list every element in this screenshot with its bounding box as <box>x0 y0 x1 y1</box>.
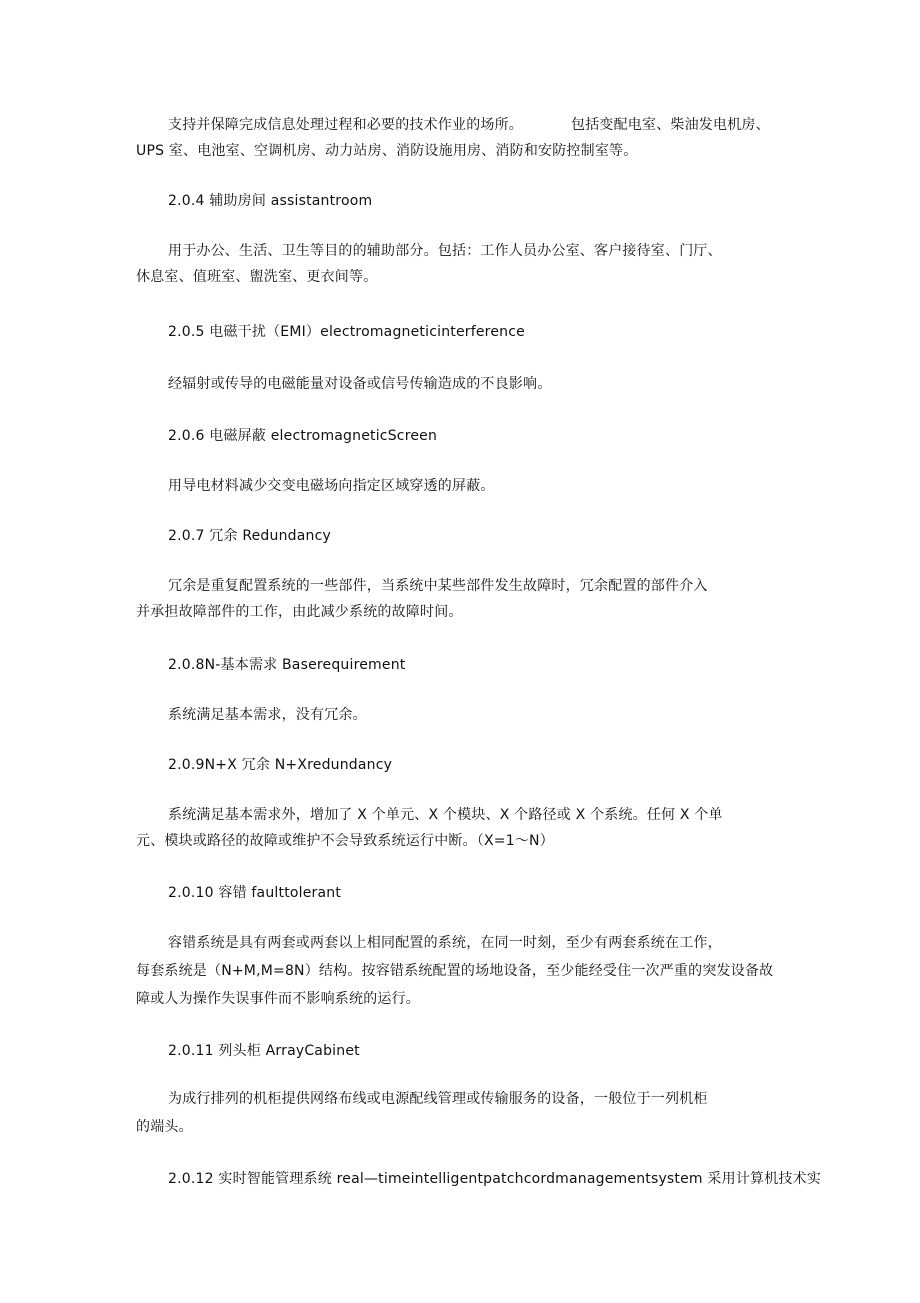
paragraph-line: 容错系统是具有两套或两套以上相同配置的系统，在同一时刻，至少有两套系统在工作， <box>168 935 722 951</box>
paragraph-line <box>168 116 770 134</box>
paragraph-line: 用于办公、生活、卫生等目的的辅助部分。包括：工作人员办公室、客户接待室、门厅、 <box>168 243 722 259</box>
paragraph-line: 每套系统是（N+M,M=8N）结构。按容错系统配置的场地设备，至少能经受住一次严重的突发设备故 <box>136 963 774 979</box>
section-heading-2-0-9: 2.0.9N+X 冗余 N+Xredundancy <box>168 757 393 773</box>
paragraph-line: 障或人为操作失误事件而不影响系统的运行。 <box>136 991 420 1007</box>
paragraph-line: 冗余是重复配置系统的一些部件，当系统中某些部件发生故障时，冗余配置的部件介入 <box>168 578 708 594</box>
section-heading-2-0-6: 2.0.6 电磁屏蔽 electromagneticScreen <box>168 428 438 444</box>
section-heading-2-0-12: 2.0.12 实时智能管理系统 real—timeintelligentpatchcordmanagementsystem 采用计算机技术实 <box>168 1171 822 1187</box>
paragraph-line: 经辐射或传导的电磁能量对设备或信号传输造成的不良影响。 <box>168 376 552 392</box>
intro-text-a: 支持并保障完成信息处理过程和必要的技术作业的场所。 <box>168 117 523 133</box>
section-heading-2-0-4: 2.0.4 辅助房间 assistantroom <box>168 193 373 209</box>
paragraph-line: 休息室、值班室、盥洗室、更衣间等。 <box>136 269 378 285</box>
paragraph-line: 为成行排列的机柜提供网络布线或电源配线管理或传输服务的设备，一般位于一列机柜 <box>168 1091 708 1107</box>
paragraph-line: 的端头。 <box>136 1119 193 1135</box>
paragraph-line: UPS 室、电池室、空调机房、动力站房、消防设施用房、消防和安防控制室等。 <box>136 143 638 159</box>
paragraph-line: 元、模块或路径的故障或维护不会导致系统运行中断。（X=1〜N） <box>136 833 554 849</box>
section-heading-2-0-8: 2.0.8N-基本需求 Baserequirement <box>168 657 406 673</box>
paragraph-line: 用导电材料减少交变电磁场向指定区域穿透的屏蔽。 <box>168 478 495 494</box>
paragraph-line: 系统满足基本需求外，增加了 X 个单元、X 个模块、X 个路径或 X 个系统。任何 X 个单 <box>168 807 723 823</box>
intro-text-b: 包括变配电室、柴油发电机房、 <box>571 117 770 133</box>
section-heading-2-0-5: 2.0.5 电磁干扰（EMI）electromagneticinterference <box>168 324 525 340</box>
section-heading-2-0-7: 2.0.7 冗余 Redundancy <box>168 528 331 544</box>
paragraph-line: 系统满足基本需求，没有冗余。 <box>168 707 367 723</box>
section-heading-2-0-10: 2.0.10 容错 faulttolerant <box>168 885 342 901</box>
section-heading-2-0-11: 2.0.11 列头柜 ArrayCabinet <box>168 1043 360 1059</box>
paragraph-line: 并承担故障部件的工作，由此减少系统的故障时间。 <box>136 604 463 620</box>
